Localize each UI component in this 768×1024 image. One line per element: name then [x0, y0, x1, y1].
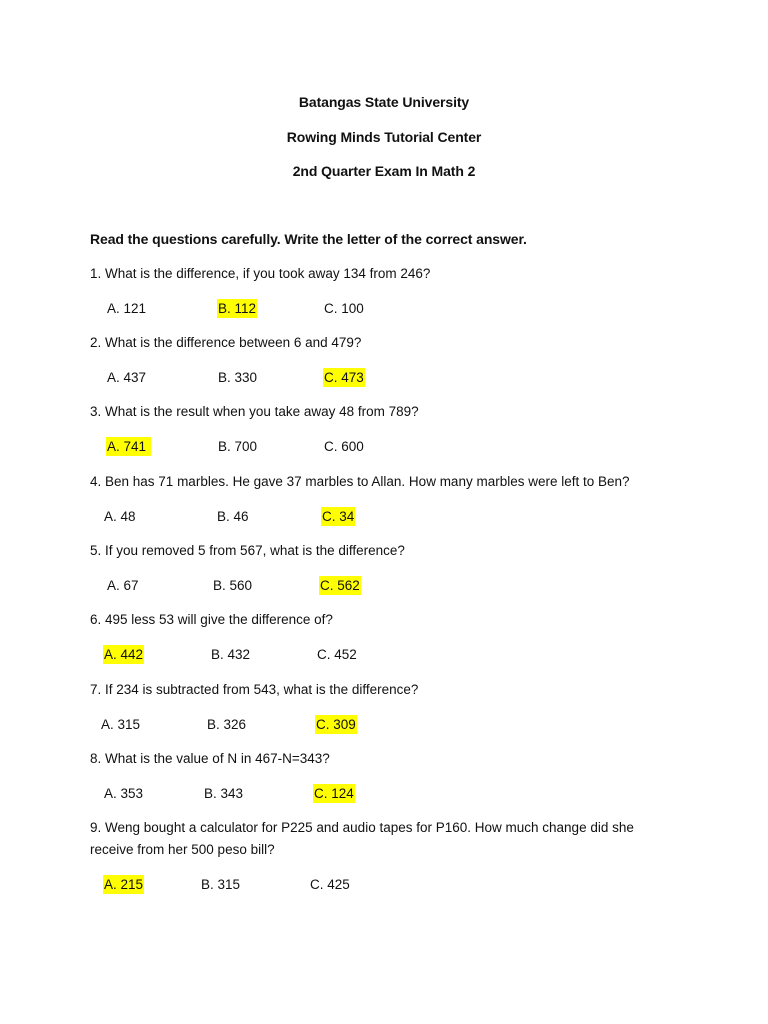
- choice-1-b: B. 112: [218, 301, 257, 316]
- choice-8-c: C. 124: [314, 786, 354, 801]
- university-title: Batangas State University: [298, 94, 470, 110]
- choices-6: [0, 645, 768, 665]
- question-4: 4. Ben has 71 marbles. He gave 37 marbles to Allan. How many marbles were left to Ben?: [90, 474, 630, 489]
- question-1: 1. What is the difference, if you took away 134 from 246?: [90, 266, 431, 281]
- choices-9: [0, 875, 768, 895]
- choice-9-c: C. 425: [310, 877, 350, 892]
- tutorial-center-title: Rowing Minds Tutorial Center: [286, 129, 482, 145]
- question-6: 6. 495 less 53 will give the difference of?: [90, 612, 333, 627]
- question-2: 2. What is the difference between 6 and 479?: [90, 335, 362, 350]
- choice-2-c: C. 473: [324, 370, 364, 385]
- choice-1-a: A. 121: [107, 301, 147, 316]
- question-8: 8. What is the value of N in 467-N=343?: [90, 751, 330, 766]
- choice-4-b: B. 46: [217, 509, 249, 524]
- choice-7-c: C. 309: [316, 717, 356, 732]
- question-5: 5. If you removed 5 from 567, what is the difference?: [90, 543, 405, 558]
- choices-8: [0, 784, 768, 804]
- choice-9-a: A. 215: [104, 877, 144, 892]
- choice-5-c: C. 562: [320, 578, 360, 593]
- exam-title: 2nd Quarter Exam In Math 2: [292, 163, 476, 179]
- choices-3: [0, 437, 768, 457]
- question-7: 7. If 234 is subtracted from 543, what is the difference?: [90, 682, 419, 697]
- choices-7: [0, 715, 768, 735]
- choice-1-c: C. 100: [324, 301, 364, 316]
- choice-7-b: B. 326: [207, 717, 247, 732]
- choice-2-b: B. 330: [218, 370, 258, 385]
- choice-5-b: B. 560: [213, 578, 253, 593]
- choice-6-a: A. 442: [104, 647, 144, 662]
- choice-3-c: C. 600: [324, 439, 364, 454]
- choice-6-c: C. 452: [317, 647, 357, 662]
- choice-3-b: B. 700: [218, 439, 258, 454]
- choice-8-a: A. 353: [104, 786, 144, 801]
- choice-3-a: A. 741: [107, 439, 150, 454]
- instructions: Read the questions carefully. Write the letter of the correct answer.: [90, 231, 527, 247]
- choices-1: [0, 299, 768, 319]
- choices-4: [0, 507, 768, 527]
- choice-5-a: A. 67: [107, 578, 139, 593]
- choice-4-c: C. 34: [322, 509, 355, 524]
- choice-7-a: A. 315: [101, 717, 141, 732]
- choice-9-b: B. 315: [201, 877, 241, 892]
- choice-2-a: A. 437: [107, 370, 147, 385]
- choice-6-b: B. 432: [211, 647, 251, 662]
- choice-4-a: A. 48: [104, 509, 136, 524]
- choices-5: [0, 576, 768, 596]
- question-9: 9. Weng bought a calculator for P225 and audio tapes for P160. How much change did she receive from her 500 peso bill?: [90, 820, 634, 857]
- choice-8-b: B. 343: [204, 786, 244, 801]
- choices-2: [0, 368, 768, 388]
- question-3: 3. What is the result when you take away 48 from 789?: [90, 404, 419, 419]
